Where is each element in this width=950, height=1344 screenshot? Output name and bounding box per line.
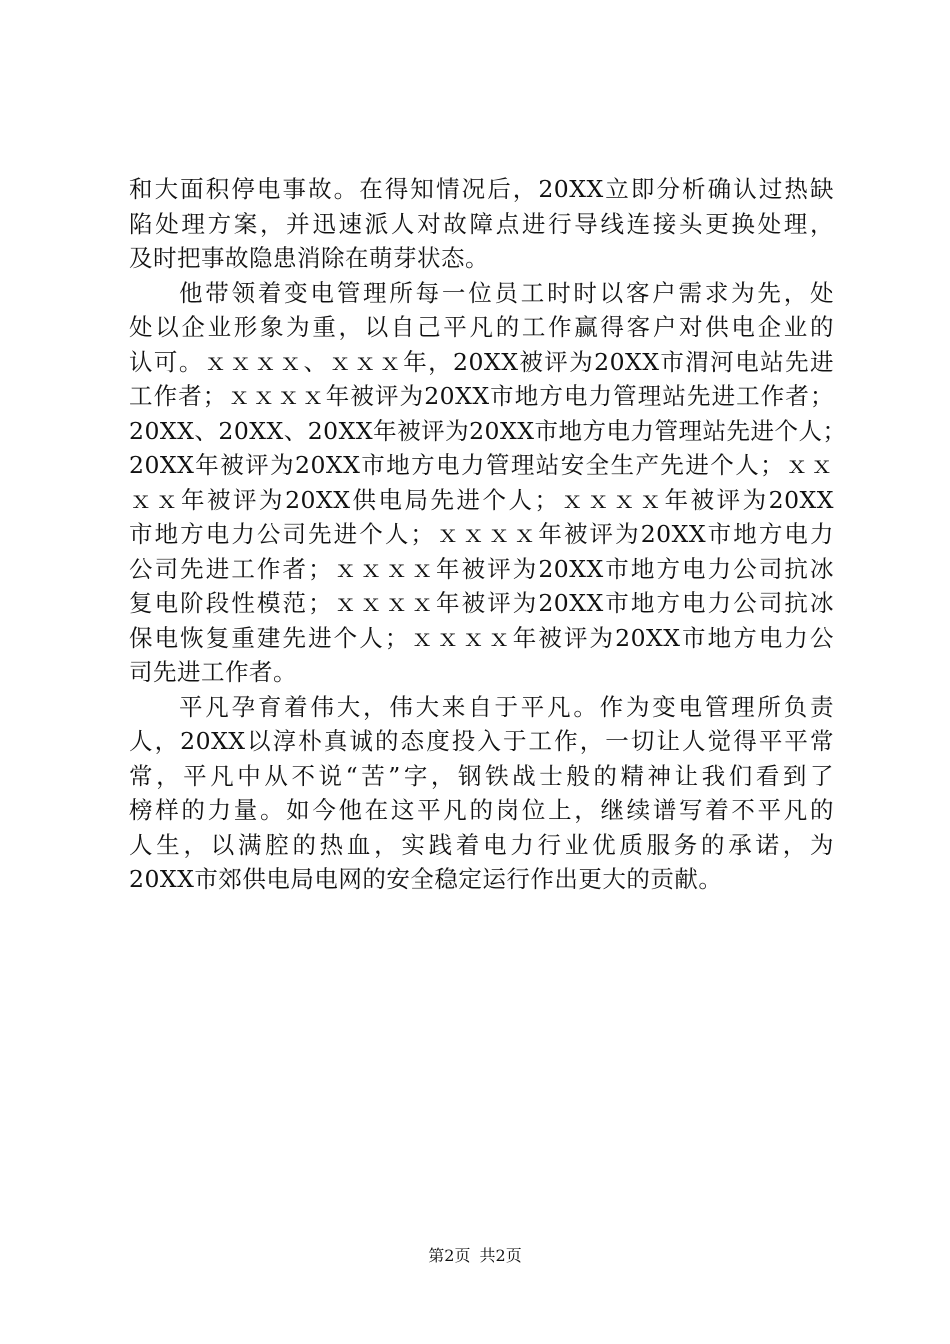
text-line: 他带领着变电管理所每一位员工时时以客户需求为先，处: [179, 278, 834, 307]
text-line: 常，平凡中从不说“苦”字，钢铁战士般的精神让我们看到了: [129, 761, 834, 790]
text-line: 和大面积停电事故。在得知情况后，20XX立即分析确认过热缺: [129, 175, 834, 203]
text-line: 处以企业形象为重，以自己平凡的工作赢得客户对供电企业的: [129, 313, 834, 341]
text-line: 人，20XX以淳朴真诚的态度投入于工作，一切让人觉得平平常: [129, 727, 834, 755]
text-line: 市地方电力公司先进个人；ｘｘｘｘ年被评为20XX市地方电力: [129, 520, 834, 548]
text-line: 保电恢复重建先进个人；ｘｘｘｘ年被评为20XX市地方电力公: [129, 623, 834, 652]
paragraph: [129, 276, 847, 690]
text-line: 平凡孕育着伟大，伟大来自于平凡。作为变电管理所负责: [179, 692, 834, 721]
text-line: 公司先进工作者；ｘｘｘｘ年被评为20XX市地方电力公司抗冰: [129, 554, 834, 583]
page-number: 第2页: [428, 1246, 471, 1265]
text-line: 20XX、20XX、20XX年被评为20XX市地方电力管理站先进个人；: [129, 416, 847, 445]
text-line: ｘｘ年被评为20XX供电局先进个人；ｘｘｘｘ年被评为20XX: [129, 485, 834, 514]
text-line: 复电阶段性模范；ｘｘｘｘ年被评为20XX市地方电力公司抗冰: [129, 589, 834, 617]
page-total: 共2页: [479, 1246, 522, 1265]
page-footer: [0, 1245, 950, 1267]
text-line: 20XX年被评为20XX市地方电力管理站安全生产先进个人；ｘｘ: [129, 451, 834, 479]
text-line: 陷处理方案，并迅速派人对故障点进行导线连接头更换处理，: [129, 209, 834, 238]
text-line: 工作者；ｘｘｘｘ年被评为20XX市地方电力管理站先进工作者；: [129, 382, 834, 410]
text-line: 认可。ｘｘｘｘ、ｘｘｘ年，20XX被评为20XX市渭河电站先进: [129, 347, 834, 376]
text-line: 榜样的力量。如今他在这平凡的岗位上，继续谱写着不平凡的: [129, 796, 834, 824]
text-line: 司先进工作者。: [129, 658, 297, 686]
paragraph: [129, 172, 834, 276]
paragraph: [129, 690, 834, 897]
text-line: 人生，以满腔的热血，实践着电力行业优质服务的承诺，为: [129, 830, 834, 859]
document-body: [129, 172, 847, 897]
text-line: 20XX市郊供电局电网的安全稳定运行作出更大的贡献。: [129, 865, 723, 893]
text-line: 及时把事故隐患消除在萌芽状态。: [129, 244, 489, 272]
